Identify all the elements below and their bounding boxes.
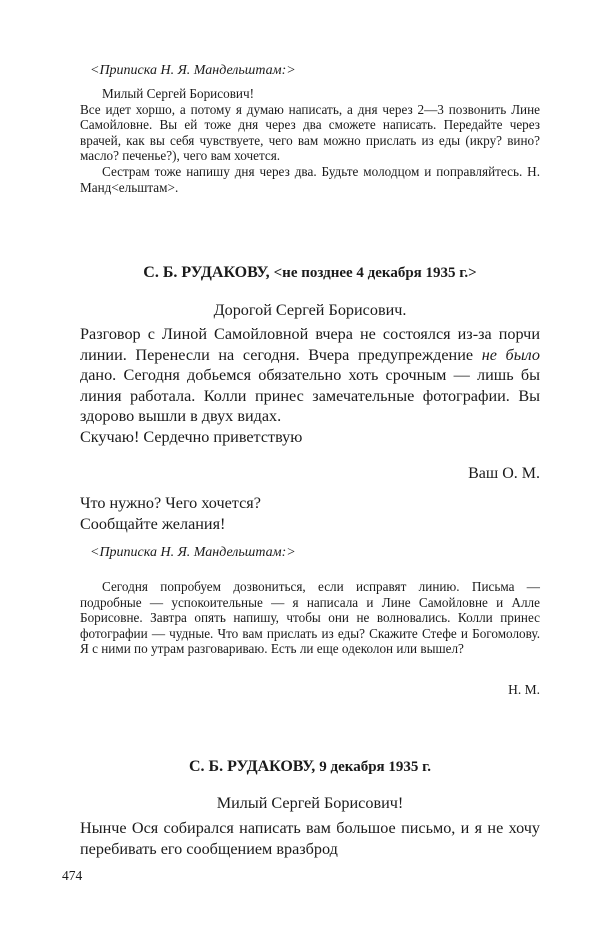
letter3-heading-date: 9 декабря 1935 г.	[319, 759, 432, 775]
letter3-paragraph-1: Нынче Ося собирался написать вам большое письмо, и я не хочу перебивать его сообщением вразброд	[80, 819, 540, 858]
letter2-paragraph-1	[80, 324, 540, 427]
letter1-body	[80, 86, 540, 195]
letter2-paragraph-1-emphasis: не было	[481, 345, 541, 364]
letter1-greeting: Милый Сергей Борисович!	[102, 86, 254, 101]
letter3-greeting: Милый Сергей Борисович!	[216, 794, 404, 812]
postscript-heading-2: <Приписка Н. Я. Мандельштам:>	[90, 545, 296, 560]
letter2-signature: Ваш О. М.	[468, 465, 540, 482]
letter2-heading	[80, 263, 540, 283]
letter1-paragraph-2: Сестрам тоже напишу дня через два. Будьте молодцом и поправляйтесь. Н. Манд<ельштам>.	[80, 163, 540, 195]
letter2-body	[80, 324, 540, 447]
letter2-ps-line-2: Сообщайте желания!	[80, 514, 226, 533]
letter1-paragraph-1: Все идет хоршо, а потому я думаю написать, а дня через 2—3 позвонить Лине Самойловне. Вы ей тоже дня через два сможете написать. Передайте через врачей, как вы себя чувствуете, чего вам можно прислать из еды (икру? вино? масло? печенье?), чего вам хочется.	[80, 101, 540, 164]
letter2-paragraph-1-part-2: дано. Сегодня добьемся обязательно хоть срочным — лишь бы линия работала. Колли принес замечательные фотографии. Вы здорово вышли в двух видах.	[80, 366, 540, 425]
letter2-postscript-text: Сегодня попробуем дозвониться, если исправят линию. Письма — подробные — успокоительные — я написала и Лине Самойловне и Алле Борисовне. Завтра опять напишу, чтобы они не волновались. Колли принес фотографии — чудные. Что вам прислать из еды? Скажите Стефе и Богомолову. Я с ними по утрам разговариваю. Есть ли еще одеколон или вышел?	[80, 579, 540, 657]
letter3-body	[80, 818, 540, 859]
letter2-paragraph-1-part-1: Разговор с Линой Самойловной вчера не состоялся из-за порчи линии. Перенесли на сегодня. Вчера предупреждение	[80, 325, 540, 364]
letter3-heading-name: С. Б. РУДАКОВУ,	[188, 758, 316, 775]
letter3-heading	[80, 757, 540, 777]
page-number: 474	[62, 868, 83, 883]
letter2-postscript-body	[80, 579, 540, 657]
letter2-heading-name: С. Б. РУДАКОВУ,	[143, 264, 270, 281]
letter2-ps-line-1: Что нужно? Чего хочется?	[80, 494, 261, 512]
letter2-ps	[80, 493, 540, 534]
letter2-paragraph-2: Скучаю! Сердечно приветствую	[80, 427, 303, 446]
letter2-heading-date: <не позднее 4 декабря 1935 г.>	[273, 265, 477, 281]
letter2-postscript-signature: Н. М.	[508, 682, 540, 697]
postscript-heading-1: <Приписка Н. Я. Мандельштам:>	[90, 63, 296, 78]
letter2-greeting: Дорогой Сергей Борисович.	[213, 301, 407, 319]
